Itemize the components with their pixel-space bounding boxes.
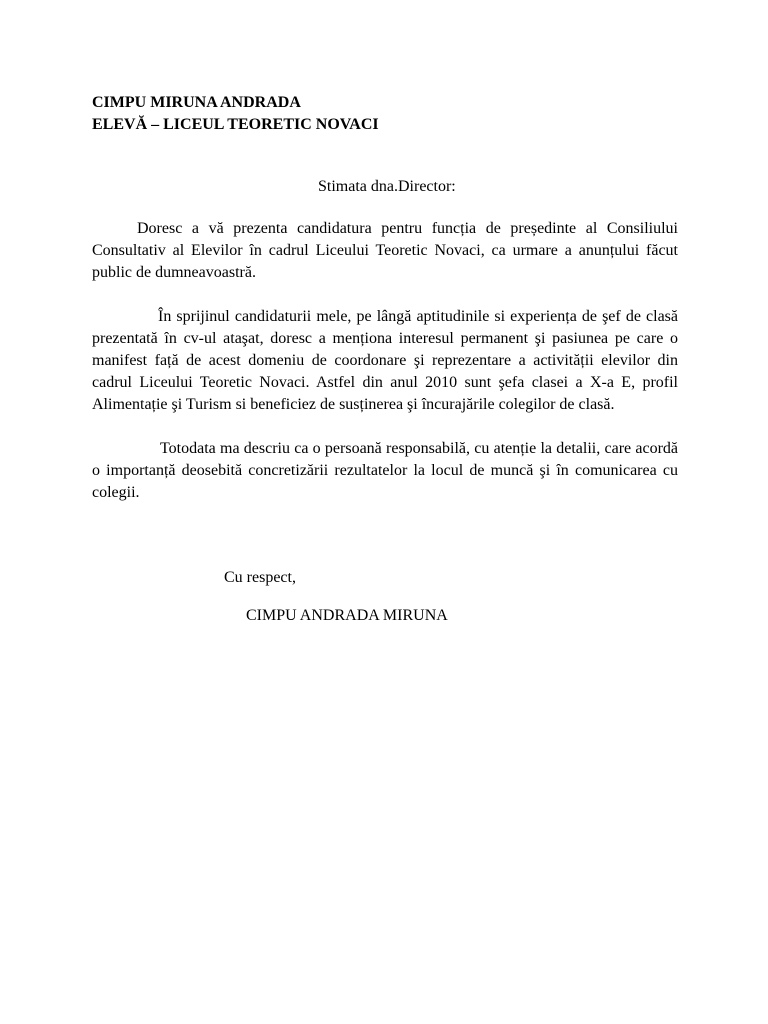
letter-header xyxy=(92,92,379,136)
paragraph-2: În sprijinul candidaturii mele, pe lângă aptitudinile si experiența de şef de clasă prezentată în cv-ul ataşat, doresc a menționa interesul permanent şi pasiunea pe care o manifest față de acest domeniu de coordonare şi reprezentare a activității elevilor din cadrul Liceului Teoretic Novaci. Astfel din anul 2010 sunt şefa clasei a X-a E, profil Alimentație şi Turism si beneficiez de susținerea şi încurajările colegilor de clasă. xyxy=(92,308,678,413)
letter-body xyxy=(92,218,678,526)
sender-role: ELEVĂ – LICEUL TEORETIC NOVACI xyxy=(92,116,379,133)
salutation: Stimata dna.Director: xyxy=(318,178,456,195)
paragraph-3: Totodata ma descriu ca o persoană responsabilă, cu atenție la detalii, care acordă o importanță deosebită concretizării rezultatelor la locul de muncă şi în comunicarea cu colegii. xyxy=(92,440,678,501)
paragraph-1: Doresc a vă prezenta candidatura pentru funcția de președinte al Consiliului Consultativ al Elevilor în cadrul Liceului Teoretic Novaci, ca urmare a anunțului făcut public de dumneavoastră. xyxy=(92,220,678,281)
closing: Cu respect, xyxy=(224,569,296,586)
sender-name: CIMPU MIRUNA ANDRADA xyxy=(92,94,301,111)
signature: CIMPU ANDRADA MIRUNA xyxy=(246,607,448,624)
